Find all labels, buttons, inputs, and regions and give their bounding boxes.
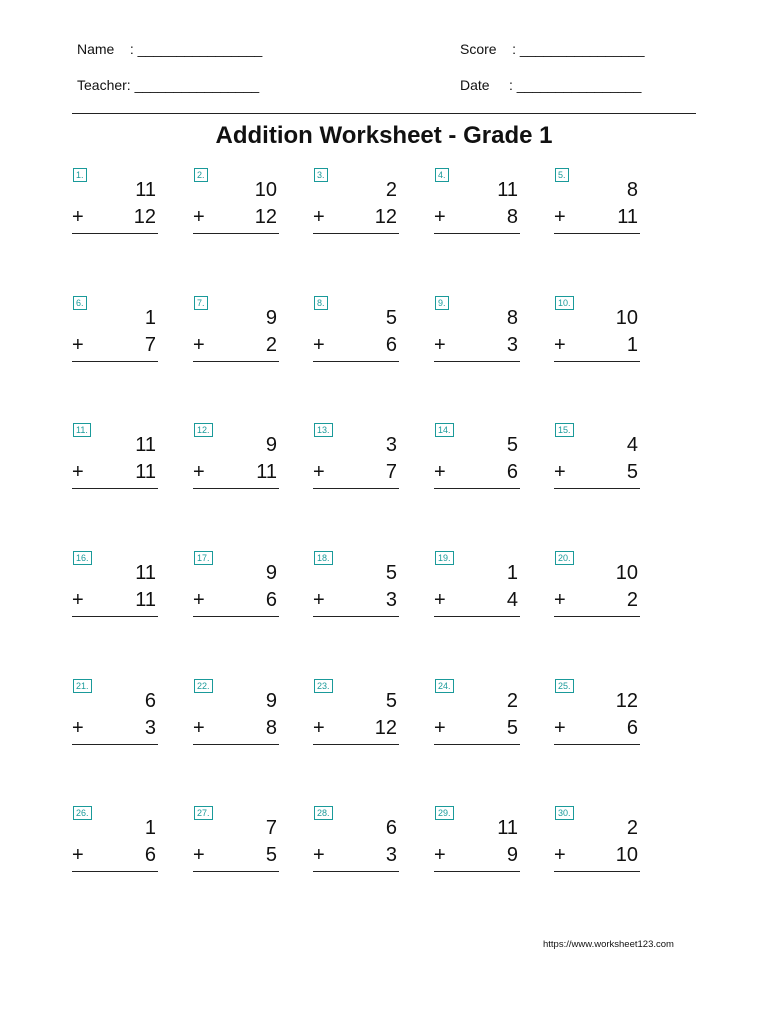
- first-addend: 10: [615, 307, 638, 329]
- problem-number: 21.: [73, 679, 92, 693]
- first-addend: 1: [144, 307, 156, 329]
- addition-problem: [434, 551, 520, 621]
- plus-sign: +: [554, 334, 566, 356]
- addition-problem: [193, 679, 279, 749]
- problem-number: 16.: [73, 551, 92, 565]
- second-addend: 6: [385, 334, 397, 356]
- problem-number: 18.: [314, 551, 333, 565]
- addition-problem: [193, 423, 279, 493]
- first-addend: 1: [506, 562, 518, 584]
- addition-problem: [313, 296, 399, 366]
- first-addend: 3: [385, 434, 397, 456]
- plus-sign: +: [193, 717, 205, 739]
- second-addend: 12: [254, 206, 277, 228]
- problem-number: 22.: [194, 679, 213, 693]
- problem-number: 26.: [73, 806, 92, 820]
- second-addend: 5: [265, 844, 277, 866]
- second-addend: 8: [265, 717, 277, 739]
- addition-problem: [554, 423, 640, 493]
- second-addend: 4: [506, 589, 518, 611]
- plus-sign: +: [554, 844, 566, 866]
- addition-problem: [72, 679, 158, 749]
- plus-sign: +: [554, 206, 566, 228]
- answer-line[interactable]: [434, 361, 520, 362]
- answer-line[interactable]: [313, 871, 399, 872]
- problem-number: 30.: [555, 806, 574, 820]
- second-addend: 2: [626, 589, 638, 611]
- second-addend: 6: [506, 461, 518, 483]
- second-addend: 11: [135, 461, 156, 483]
- plus-sign: +: [434, 589, 446, 611]
- problem-number: 6.: [73, 296, 87, 310]
- first-addend: 11: [497, 817, 518, 839]
- problem-number: 7.: [194, 296, 208, 310]
- second-addend: 3: [506, 334, 518, 356]
- plus-sign: +: [434, 461, 446, 483]
- plus-sign: +: [434, 334, 446, 356]
- answer-line[interactable]: [193, 233, 279, 234]
- first-addend: 9: [265, 562, 277, 584]
- addition-problem: [193, 551, 279, 621]
- problem-number: 12.: [194, 423, 213, 437]
- score-field[interactable]: Score : ________________: [460, 41, 645, 57]
- addition-problem: [193, 296, 279, 366]
- answer-line[interactable]: [193, 871, 279, 872]
- second-addend: 7: [144, 334, 156, 356]
- second-addend: 12: [374, 717, 397, 739]
- first-addend: 9: [265, 307, 277, 329]
- plus-sign: +: [193, 461, 205, 483]
- answer-line[interactable]: [193, 744, 279, 745]
- problem-number: 3.: [314, 168, 328, 182]
- problem-number: 4.: [435, 168, 449, 182]
- first-addend: 11: [135, 179, 156, 201]
- plus-sign: +: [554, 717, 566, 739]
- problem-number: 14.: [435, 423, 454, 437]
- answer-line[interactable]: [193, 616, 279, 617]
- plus-sign: +: [313, 206, 325, 228]
- answer-line[interactable]: [554, 361, 640, 362]
- answer-line[interactable]: [554, 488, 640, 489]
- problem-number: 2.: [194, 168, 208, 182]
- second-addend: 12: [133, 206, 156, 228]
- answer-line[interactable]: [554, 616, 640, 617]
- first-addend: 11: [135, 562, 156, 584]
- name-field[interactable]: Name : ________________: [77, 41, 263, 57]
- worksheet-title: Addition Worksheet - Grade 1: [215, 122, 553, 149]
- plus-sign: +: [193, 844, 205, 866]
- problem-number: 1.: [73, 168, 87, 182]
- answer-line[interactable]: [434, 233, 520, 234]
- addition-problem: [193, 168, 279, 238]
- problem-number: 28.: [314, 806, 333, 820]
- plus-sign: +: [72, 717, 84, 739]
- plus-sign: +: [313, 334, 325, 356]
- addition-problem: [313, 551, 399, 621]
- plus-sign: +: [72, 334, 84, 356]
- addition-problem: [434, 679, 520, 749]
- answer-line[interactable]: [313, 616, 399, 617]
- problem-number: 19.: [435, 551, 454, 565]
- problem-number: 8.: [314, 296, 328, 310]
- date-field[interactable]: Date : ________________: [460, 77, 642, 93]
- problem-number: 15.: [555, 423, 574, 437]
- first-addend: 8: [506, 307, 518, 329]
- plus-sign: +: [313, 589, 325, 611]
- answer-line[interactable]: [72, 233, 158, 234]
- first-addend: 5: [506, 434, 518, 456]
- problem-number: 5.: [555, 168, 569, 182]
- plus-sign: +: [434, 717, 446, 739]
- addition-problem: [72, 296, 158, 366]
- header-divider: [72, 113, 696, 114]
- answer-line[interactable]: [434, 744, 520, 745]
- answer-line[interactable]: [313, 361, 399, 362]
- answer-line[interactable]: [554, 233, 640, 234]
- plus-sign: +: [434, 206, 446, 228]
- problem-number: 11.: [73, 423, 91, 437]
- second-addend: 3: [385, 589, 397, 611]
- answer-line[interactable]: [72, 871, 158, 872]
- second-addend: 1: [626, 334, 638, 356]
- first-addend: 12: [615, 690, 638, 712]
- problem-number: 20.: [555, 551, 574, 565]
- addition-problem: [554, 551, 640, 621]
- plus-sign: +: [72, 844, 84, 866]
- addition-problem: [72, 423, 158, 493]
- addition-problem: [434, 168, 520, 238]
- addition-problem: [434, 423, 520, 493]
- problem-number: 24.: [435, 679, 454, 693]
- first-addend: 11: [497, 179, 518, 201]
- plus-sign: +: [554, 461, 566, 483]
- first-addend: 10: [254, 179, 277, 201]
- plus-sign: +: [72, 461, 84, 483]
- addition-problem: [72, 806, 158, 876]
- addition-problem: [554, 168, 640, 238]
- plus-sign: +: [313, 717, 325, 739]
- plus-sign: +: [554, 589, 566, 611]
- first-addend: 4: [626, 434, 638, 456]
- second-addend: 7: [385, 461, 397, 483]
- teacher-field[interactable]: Teacher: ________________: [77, 77, 260, 93]
- first-addend: 6: [385, 817, 397, 839]
- first-addend: 5: [385, 690, 397, 712]
- second-addend: 2: [265, 334, 277, 356]
- problem-number: 9.: [435, 296, 449, 310]
- second-addend: 6: [144, 844, 156, 866]
- first-addend: 7: [265, 817, 277, 839]
- footer-url[interactable]: https://www.worksheet123.com: [543, 939, 674, 950]
- answer-line[interactable]: [554, 871, 640, 872]
- problem-number: 13.: [314, 423, 333, 437]
- addition-problem: [434, 296, 520, 366]
- first-addend: 2: [626, 817, 638, 839]
- plus-sign: +: [434, 844, 446, 866]
- first-addend: 10: [615, 562, 638, 584]
- second-addend: 5: [626, 461, 638, 483]
- addition-problem: [313, 806, 399, 876]
- plus-sign: +: [72, 206, 84, 228]
- answer-line[interactable]: [72, 488, 158, 489]
- plus-sign: +: [72, 589, 84, 611]
- answer-line[interactable]: [313, 488, 399, 489]
- first-addend: 1: [144, 817, 156, 839]
- second-addend: 11: [617, 206, 638, 228]
- problem-number: 10.: [555, 296, 574, 310]
- first-addend: 2: [506, 690, 518, 712]
- answer-line[interactable]: [434, 488, 520, 489]
- second-addend: 8: [506, 206, 518, 228]
- second-addend: 6: [626, 717, 638, 739]
- answer-line[interactable]: [72, 361, 158, 362]
- first-addend: 5: [385, 562, 397, 584]
- second-addend: 9: [506, 844, 518, 866]
- addition-problem: [313, 679, 399, 749]
- addition-problem: [193, 806, 279, 876]
- addition-problem: [72, 551, 158, 621]
- plus-sign: +: [193, 589, 205, 611]
- answer-line[interactable]: [434, 871, 520, 872]
- answer-line[interactable]: [193, 488, 279, 489]
- addition-problem: [554, 679, 640, 749]
- second-addend: 5: [506, 717, 518, 739]
- addition-problem: [554, 296, 640, 366]
- first-addend: 6: [144, 690, 156, 712]
- addition-problem: [72, 168, 158, 238]
- addition-problem: [313, 168, 399, 238]
- first-addend: 11: [135, 434, 156, 456]
- problem-number: 23.: [314, 679, 333, 693]
- first-addend: 9: [265, 434, 277, 456]
- plus-sign: +: [193, 206, 205, 228]
- problem-number: 27.: [194, 806, 213, 820]
- answer-line[interactable]: [434, 616, 520, 617]
- answer-line[interactable]: [72, 616, 158, 617]
- first-addend: 5: [385, 307, 397, 329]
- plus-sign: +: [193, 334, 205, 356]
- second-addend: 10: [615, 844, 638, 866]
- answer-line[interactable]: [313, 233, 399, 234]
- second-addend: 11: [135, 589, 156, 611]
- plus-sign: +: [313, 461, 325, 483]
- addition-problem: [434, 806, 520, 876]
- problem-number: 29.: [435, 806, 454, 820]
- answer-line[interactable]: [554, 744, 640, 745]
- addition-problem: [554, 806, 640, 876]
- second-addend: 3: [144, 717, 156, 739]
- first-addend: 9: [265, 690, 277, 712]
- plus-sign: +: [313, 844, 325, 866]
- answer-line[interactable]: [193, 361, 279, 362]
- problem-number: 17.: [194, 551, 213, 565]
- second-addend: 6: [265, 589, 277, 611]
- addition-problem: [313, 423, 399, 493]
- second-addend: 12: [374, 206, 397, 228]
- first-addend: 8: [626, 179, 638, 201]
- second-addend: 11: [256, 461, 277, 483]
- problem-number: 25.: [555, 679, 574, 693]
- answer-line[interactable]: [72, 744, 158, 745]
- second-addend: 3: [385, 844, 397, 866]
- answer-line[interactable]: [313, 744, 399, 745]
- first-addend: 2: [385, 179, 397, 201]
